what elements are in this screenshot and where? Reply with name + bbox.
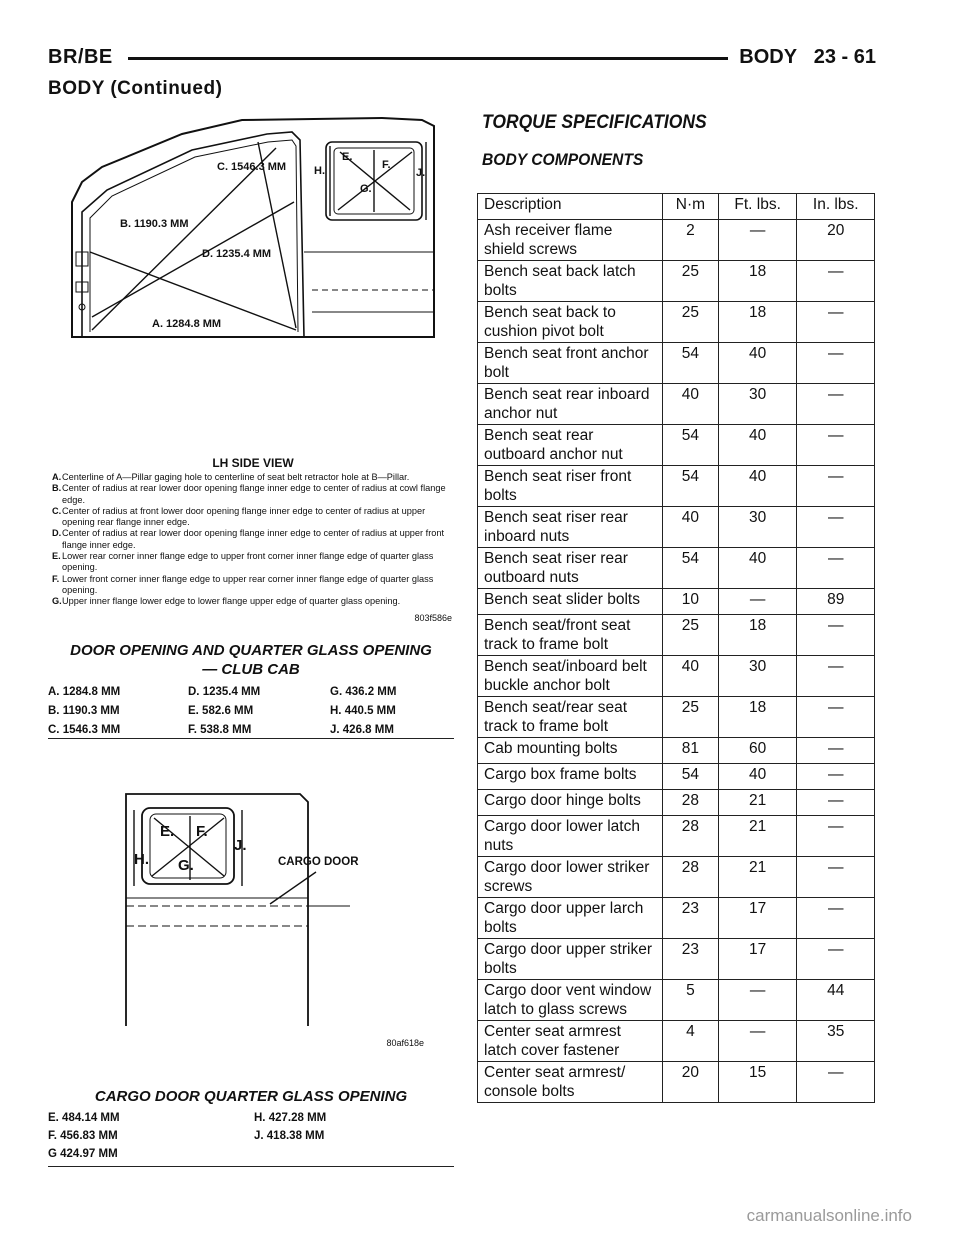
table-row — [478, 507, 875, 548]
value-cell: — — [797, 790, 875, 816]
value-cell: — — [797, 898, 875, 939]
table-row — [478, 1062, 875, 1103]
value-cell: 2 — [663, 220, 719, 261]
value-cell: 40 — [718, 343, 797, 384]
description-cell: Bench seat rear outboard anchor nut — [478, 425, 663, 466]
dim-label-h: H. — [314, 165, 325, 177]
description-cell: Cargo box frame bolts — [478, 764, 663, 790]
measurement: G 424.97 MM — [48, 1148, 118, 1160]
torque-table — [477, 193, 875, 1103]
section-name: BODY — [739, 46, 798, 68]
value-cell: 40 — [718, 425, 797, 466]
measurement: E. 484.14 MM — [48, 1112, 120, 1124]
value-cell: 54 — [663, 548, 719, 589]
column-header: N·m — [663, 194, 719, 220]
value-cell: — — [797, 939, 875, 980]
value-cell: — — [718, 589, 797, 615]
dim-label-j: J. — [416, 167, 426, 179]
description-cell: Cargo door lower striker screws — [478, 857, 663, 898]
description-cell: Bench seat/rear seat track to frame bolt — [478, 697, 663, 738]
value-cell: — — [797, 302, 875, 343]
measurement: J. 418.38 MM — [254, 1130, 325, 1142]
value-cell: — — [797, 466, 875, 507]
value-cell: — — [797, 738, 875, 764]
value-cell: 30 — [718, 507, 797, 548]
value-cell: — — [797, 764, 875, 790]
measurement: H. 427.28 MM — [254, 1112, 327, 1124]
value-cell: — — [797, 857, 875, 898]
value-cell: 40 — [663, 384, 719, 425]
value-cell: 25 — [663, 302, 719, 343]
description-cell: Bench seat front anchor bolt — [478, 343, 663, 384]
dim-label-a: A. 1284.8 MM — [152, 318, 222, 330]
column-header: Ft. lbs. — [718, 194, 797, 220]
description-cell: Cargo door upper striker bolts — [478, 939, 663, 980]
dim-label-b: B. 1190.3 MM — [120, 218, 189, 230]
table-row — [478, 466, 875, 507]
value-cell: 28 — [663, 790, 719, 816]
value-cell: 4 — [663, 1021, 719, 1062]
model-code: BR/BE — [48, 46, 113, 68]
description-cell: Bench seat back latch bolts — [478, 261, 663, 302]
figure-code: 803f586e — [414, 613, 452, 623]
value-cell: 17 — [718, 939, 797, 980]
legend-item: E. Lower rear corner inner flange edge to upper front corner inner flange edge of quarter glass opening. — [52, 551, 434, 573]
value-cell: — — [718, 1021, 797, 1062]
measurement: C. 1546.3 MM — [48, 724, 121, 736]
description-cell: Bench seat slider bolts — [478, 589, 663, 615]
value-cell: 81 — [663, 738, 719, 764]
value-cell: — — [797, 384, 875, 425]
value-cell: 54 — [663, 764, 719, 790]
table-row — [478, 656, 875, 697]
table-row — [478, 939, 875, 980]
value-cell: 17 — [718, 898, 797, 939]
table-row — [478, 384, 875, 425]
header-rule — [128, 57, 728, 60]
value-cell: 25 — [663, 697, 719, 738]
table-row — [478, 816, 875, 857]
figure-legend — [52, 472, 450, 608]
value-cell: 21 — [718, 790, 797, 816]
value-cell: — — [797, 261, 875, 302]
value-cell: — — [797, 343, 875, 384]
continued-heading: BODY (Continued) — [48, 78, 223, 99]
view-title: LH SIDE VIEW — [212, 456, 294, 470]
figure-code: 80af618e — [386, 1038, 424, 1048]
table-row — [478, 261, 875, 302]
watermark: carmanualsonline.info — [746, 1206, 912, 1225]
measurement: F. 538.8 MM — [188, 724, 252, 736]
value-cell: 20 — [797, 220, 875, 261]
legend-item: D. Center of radius at rear lower door opening flange inner edge to center of radius at upper front flange inner edge. — [52, 528, 445, 550]
table-row — [478, 425, 875, 466]
value-cell: — — [718, 980, 797, 1021]
section-page — [739, 46, 876, 69]
cargo-door-label: CARGO DOOR — [278, 856, 359, 868]
measurement: F. 456.83 MM — [48, 1130, 118, 1142]
table-row — [478, 980, 875, 1021]
measurement: D. 1235.4 MM — [188, 686, 261, 698]
dim-label-c: C. 1546.3 MM — [217, 161, 287, 173]
description-cell: Bench seat/front seat track to frame bolt — [478, 615, 663, 656]
cargo-label-h: H. — [134, 851, 149, 868]
value-cell: 5 — [663, 980, 719, 1021]
table-row — [478, 548, 875, 589]
description-cell: Bench seat/inboard belt buckle anchor bolt — [478, 656, 663, 697]
table-row — [478, 589, 875, 615]
table-row — [478, 764, 875, 790]
value-cell: 54 — [663, 343, 719, 384]
table-row — [478, 220, 875, 261]
description-cell: Center seat armrest latch cover fastener — [478, 1021, 663, 1062]
description-cell: Bench seat rear inboard anchor nut — [478, 384, 663, 425]
value-cell: 15 — [718, 1062, 797, 1103]
value-cell: 40 — [663, 507, 719, 548]
description-cell: Cargo door hinge bolts — [478, 790, 663, 816]
value-cell: — — [797, 1062, 875, 1103]
value-cell: 30 — [718, 384, 797, 425]
cargo-label-f: F. — [196, 823, 208, 840]
value-cell: — — [797, 816, 875, 857]
section-divider — [48, 1166, 454, 1167]
section-divider — [48, 738, 454, 739]
table-row — [478, 738, 875, 764]
table-row — [478, 898, 875, 939]
value-cell: 54 — [663, 425, 719, 466]
cargo-label-e: E. — [160, 823, 175, 840]
dim-label-f: F. — [382, 159, 391, 171]
measurement: G. 436.2 MM — [330, 686, 397, 698]
column-header: In. lbs. — [797, 194, 875, 220]
value-cell: 20 — [663, 1062, 719, 1103]
description-cell: Bench seat back to cushion pivot bolt — [478, 302, 663, 343]
value-cell: 40 — [718, 764, 797, 790]
value-cell: 44 — [797, 980, 875, 1021]
value-cell: — — [797, 548, 875, 589]
column-header: Description — [478, 194, 663, 220]
figure2-caption: CARGO DOOR QUARTER GLASS OPENING — [94, 1088, 408, 1105]
value-cell: 28 — [663, 816, 719, 857]
description-cell: Bench seat riser front bolts — [478, 466, 663, 507]
club-cab-figure — [52, 112, 454, 632]
value-cell: 18 — [718, 261, 797, 302]
table-row — [478, 615, 875, 656]
value-cell: 25 — [663, 615, 719, 656]
description-cell: Cargo door vent window latch to glass screws — [478, 980, 663, 1021]
dim-label-e: E. — [342, 151, 353, 163]
cargo-door-illustration — [120, 786, 454, 1036]
legend-item: B. Center of radius at rear lower door opening flange inner edge to center of radius at cowl flange edge. — [52, 483, 446, 505]
torque-title: TORQUE SPECIFICATIONS — [482, 112, 707, 133]
measurement: E. 582.6 MM — [188, 705, 254, 717]
table-row — [478, 697, 875, 738]
value-cell: 35 — [797, 1021, 875, 1062]
value-cell: — — [797, 697, 875, 738]
value-cell: 60 — [718, 738, 797, 764]
value-cell: 40 — [663, 656, 719, 697]
value-cell: 30 — [718, 656, 797, 697]
value-cell: 28 — [663, 857, 719, 898]
value-cell: — — [797, 507, 875, 548]
description-cell: Center seat armrest/ console bolts — [478, 1062, 663, 1103]
value-cell: 40 — [718, 548, 797, 589]
legend-item: F. Lower front corner inner flange edge to upper rear corner inner flange edge of quarter glass opening. — [52, 573, 434, 595]
description-cell: Cargo door lower latch nuts — [478, 816, 663, 857]
table-row — [478, 790, 875, 816]
page-header — [48, 44, 876, 74]
table-row — [478, 1021, 875, 1062]
value-cell: 21 — [718, 816, 797, 857]
value-cell: 54 — [663, 466, 719, 507]
value-cell: 18 — [718, 302, 797, 343]
value-cell: — — [718, 220, 797, 261]
measurement: H. 440.5 MM — [330, 705, 396, 717]
table-row — [478, 302, 875, 343]
measurement: J. 426.8 MM — [330, 724, 394, 736]
legend-item: C. Center of radius at front lower door opening flange inner edge to center of radius at upper opening rear flange inner edge. — [52, 505, 426, 528]
dim-label-g: G. — [360, 183, 372, 195]
value-cell: 23 — [663, 898, 719, 939]
value-cell: 89 — [797, 589, 875, 615]
value-cell: 10 — [663, 589, 719, 615]
legend-item: A. Centerline of A—Pillar gaging hole to centerline of seat belt retractor hole at B—Pillar. — [52, 472, 410, 482]
value-cell: 25 — [663, 261, 719, 302]
dim-label-d: D. 1235.4 MM — [202, 248, 272, 260]
value-cell: 23 — [663, 939, 719, 980]
page-number: 23 - 61 — [813, 46, 876, 68]
value-cell: 40 — [718, 466, 797, 507]
description-cell: Bench seat riser rear outboard nuts — [478, 548, 663, 589]
value-cell: — — [797, 425, 875, 466]
value-cell: — — [797, 656, 875, 697]
description-cell: Ash receiver flame shield screws — [478, 220, 663, 261]
description-cell: Cab mounting bolts — [478, 738, 663, 764]
value-cell: 21 — [718, 857, 797, 898]
legend-item: G. Upper inner flange lower edge to lower flange upper edge of quarter glass opening. — [52, 596, 401, 607]
cargo-label-j: J. — [234, 837, 247, 854]
value-cell: 18 — [718, 697, 797, 738]
value-cell: 18 — [718, 615, 797, 656]
torque-subtitle: BODY COMPONENTS — [482, 150, 644, 169]
measurement: A. 1284.8 MM — [48, 686, 121, 698]
cargo-door-figure — [120, 786, 454, 1066]
description-cell: Cargo door upper larch bolts — [478, 898, 663, 939]
cargo-label-g: G. — [178, 857, 194, 874]
value-cell: — — [797, 615, 875, 656]
lh-side-view-illustration — [62, 112, 442, 352]
table-row — [478, 343, 875, 384]
description-cell: Bench seat riser rear inboard nuts — [478, 507, 663, 548]
table-header-row — [478, 194, 875, 220]
figure1-caption: DOOR OPENING AND QUARTER GLASS OPENING — CLUB CAB — [70, 642, 432, 678]
measurement: B. 1190.3 MM — [48, 705, 120, 717]
table-row — [478, 857, 875, 898]
